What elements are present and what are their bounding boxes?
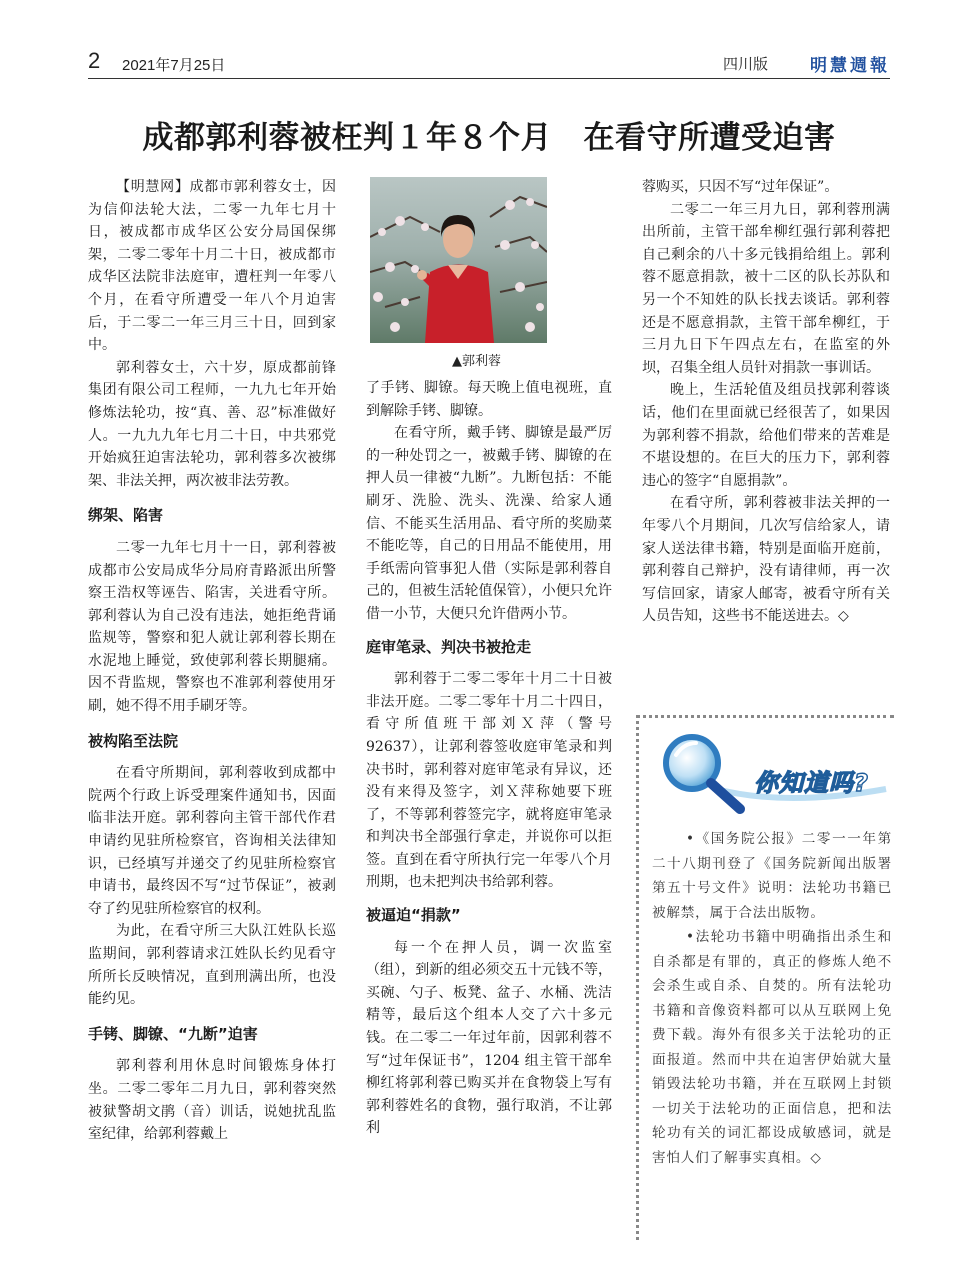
article-column-1	[88, 176, 336, 1146]
dotted-border-top	[636, 715, 894, 718]
did-you-know-banner	[656, 729, 891, 814]
header-rule	[88, 78, 890, 79]
article-headline: 成都郭利蓉被枉判１年８个月 在看守所遭受迫害	[142, 120, 836, 156]
paragraph: 为此，在看守所三大队江姓队长巡监期间，郭利蓉请求江姓队长约见看守所所长反映情况，直到刑满出所，也没能约见。	[88, 923, 336, 1008]
edition-label: 四川版	[722, 55, 768, 73]
photo-caption: ▲郭利蓉	[452, 354, 501, 369]
portrait-photo	[370, 177, 547, 343]
paragraph: 蓉购买，只因不写“过年保证”。	[642, 179, 839, 195]
did-you-know-title: 你知道吗?	[754, 769, 869, 797]
dotted-border-left	[636, 715, 639, 1240]
paragraph: 了手铐、脚镣。每天晚上值电视班，直到解除手铐、脚镣。	[366, 380, 612, 419]
section-heading: 被构陷至法院	[88, 731, 179, 750]
article-column-3	[642, 176, 890, 628]
brand-logo: 明慧週報	[810, 56, 890, 76]
paragraph: 在看守所，郭利蓉被非法关押的一年零八个月期间，几次写信给家人，请家人送法律书籍，特别是面临开庭前，郭利蓉自己辩护，没有请律师，再一次写信回家，请家人邮寄，被看守所有关人员告知，这些书不能送进去。◇	[642, 495, 890, 625]
sidebar-paragraph: •《国务院公报》二零一一年第二十八期刊登了《国务院新闻出版署第五十号文件》说明：法轮功书籍已被解禁，属于合法出版物。	[652, 831, 892, 921]
did-you-know-sidebar	[636, 715, 894, 1255]
page-header	[88, 48, 890, 78]
section-heading: 被逼迫“捐款”	[366, 906, 461, 925]
paragraph: 晚上，生活轮值及组员找郭利蓉谈话，他们在里面就已经很苦了，如果因为郭利蓉不捐款，给他们带来的苦难是不堪设想的。在巨大的压力下，郭利蓉违心的签字“自愿捐款”。	[642, 382, 890, 489]
paragraph: 二零一九年七月十一日，郭利蓉被成都市公安局成华分局府青路派出所警察王浩权等诬告、陷害，关进看守所。郭利蓉认为自己没有违法，她拒绝背诵监规等，警察和犯人就让郭利蓉长期在水泥地上睡觉，致使郭利蓉长期腿痛。因不背监规，警察也不准郭利蓉使用牙刷，她不得不用手刷牙等。	[88, 539, 336, 715]
section-heading: 庭审笔录、判决书被抢走	[366, 637, 532, 656]
section-heading: 手铐、脚镣、“九断”迫害	[88, 1024, 258, 1043]
paragraph: 郭利蓉利用休息时间锻炼身体打坐。二零二零年二月九日，郭利蓉突然被狱警胡文鹃（音）训话，说她扰乱监室纪律，给郭利蓉戴上	[88, 1058, 336, 1143]
section-heading: 绑架、陷害	[88, 506, 164, 525]
paragraph: 二零二一年三月九日，郭利蓉刑满出所前，主管干部牟柳红强行郭利蓉把自己剩余的八十多元钱捐给组上。郭利蓉不愿意捐款，被十二区的队长苏队和另一个不知姓的队长找去谈话。郭利蓉还是不愿意捐款，主管干部牟柳红，于三月九日下午四点左右，在监室的外坝，召集全组人员针对捐款一事训话。	[642, 201, 890, 376]
sidebar-paragraph: •法轮功书籍中明确指出杀生和自杀都是有罪的，真正的修炼人绝不会杀生或自杀、自焚的。所有法轮功书籍和音像资料都可以从互联网上免费下载。海外有很多关于法轮功的正面报道。然而中共在迫害伊始就大量销毁法轮功书籍，并在互联网上封锁一切关于法轮功的正面信息，把和法轮功有关的词汇都设成敏感词，就是害怕人们了解事实真相。◇	[652, 929, 892, 1166]
article-column-2	[366, 377, 612, 1140]
sidebar-text	[652, 827, 892, 1170]
issue-date: 2021年7月25日	[122, 57, 226, 74]
paragraph: 【明慧网】成都市郭利蓉女士，因为信仰法轮大法，二零一九年七月十日，被成都市成华区公安分局国保绑架，二零二零年十月二十日，被成都市成华区法院非法庭审，遭枉判一年零八个月，在看守所遭受一年八个月迫害后，于二零二一年三月三十日，回到家中。	[88, 179, 336, 354]
portrait-illustration	[370, 177, 547, 343]
paragraph: 在看守所，戴手铐、脚镣是最严厉的一种处罚之一，被戴手铐、脚镣的在押人员一律被“九断”。九断包括：不能刷牙、洗脸、洗头、洗澡、给家人通信、不能买生活用品、看守所的奖励菜不能吃等，自己的日用品不能使用，用手纸需向管事犯人借（实际是郭利蓉自己的，但被生活轮值保管），小便只允许借一小节，大便只允许借两小节。	[366, 425, 612, 622]
paragraph: 郭利蓉于二零二零年十月二十日被非法开庭。二零二零年十月二十四日，看守所值班干部刘Ｘ萍（警号 92637），让郭利蓉签收庭审笔录和判决书时，郭利蓉对庭审笔录有异议，还没有来得及签字，刘Ｘ萍称她要下班了，不等郭利蓉签完字，就将庭审笔录和判决书全部强行拿走，并说你可以拒签。直到在看守所执行完一年零八个月刑期，也未把判决书给郭利蓉。	[366, 671, 612, 891]
paragraph: 每一个在押人员，调一次监室（组），到新的组必须交五十元钱不等，买碗、勺子、板凳、盆子、水桶、洗洁精等，最后这个组本人交了六十多元钱。在二零二一年过年前，因郭利蓉不写“过年保证书”，1204 组主管干部牟柳红将郭利蓉已购买并在食物袋上写有郭利蓉姓名的食物，强行取消，不让郭利	[366, 939, 612, 1137]
paragraph: 郭利蓉女士，六十岁，原成都前锋集团有限公司工程师，一九九七年开始修炼法轮功，按“真、善、忍”标准做好人。一九九九年七月二十日，中共邪党开始疯狂迫害法轮功，郭利蓉多次被绑架、非法关押，两次被非法劳教。	[88, 359, 336, 489]
paragraph: 在看守所期间，郭利蓉收到成都中院两个行政上诉受理案件通知书，因面临非法开庭。郭利蓉向主管干部代作君申请约见驻所检察官，咨询相关法律知识，已经填写并递交了约见驻所检察官申请书，最终因不写“过节保证”，被剥夺了约见驻所检察官的权利。	[88, 765, 336, 917]
page-number: 2	[88, 48, 101, 73]
